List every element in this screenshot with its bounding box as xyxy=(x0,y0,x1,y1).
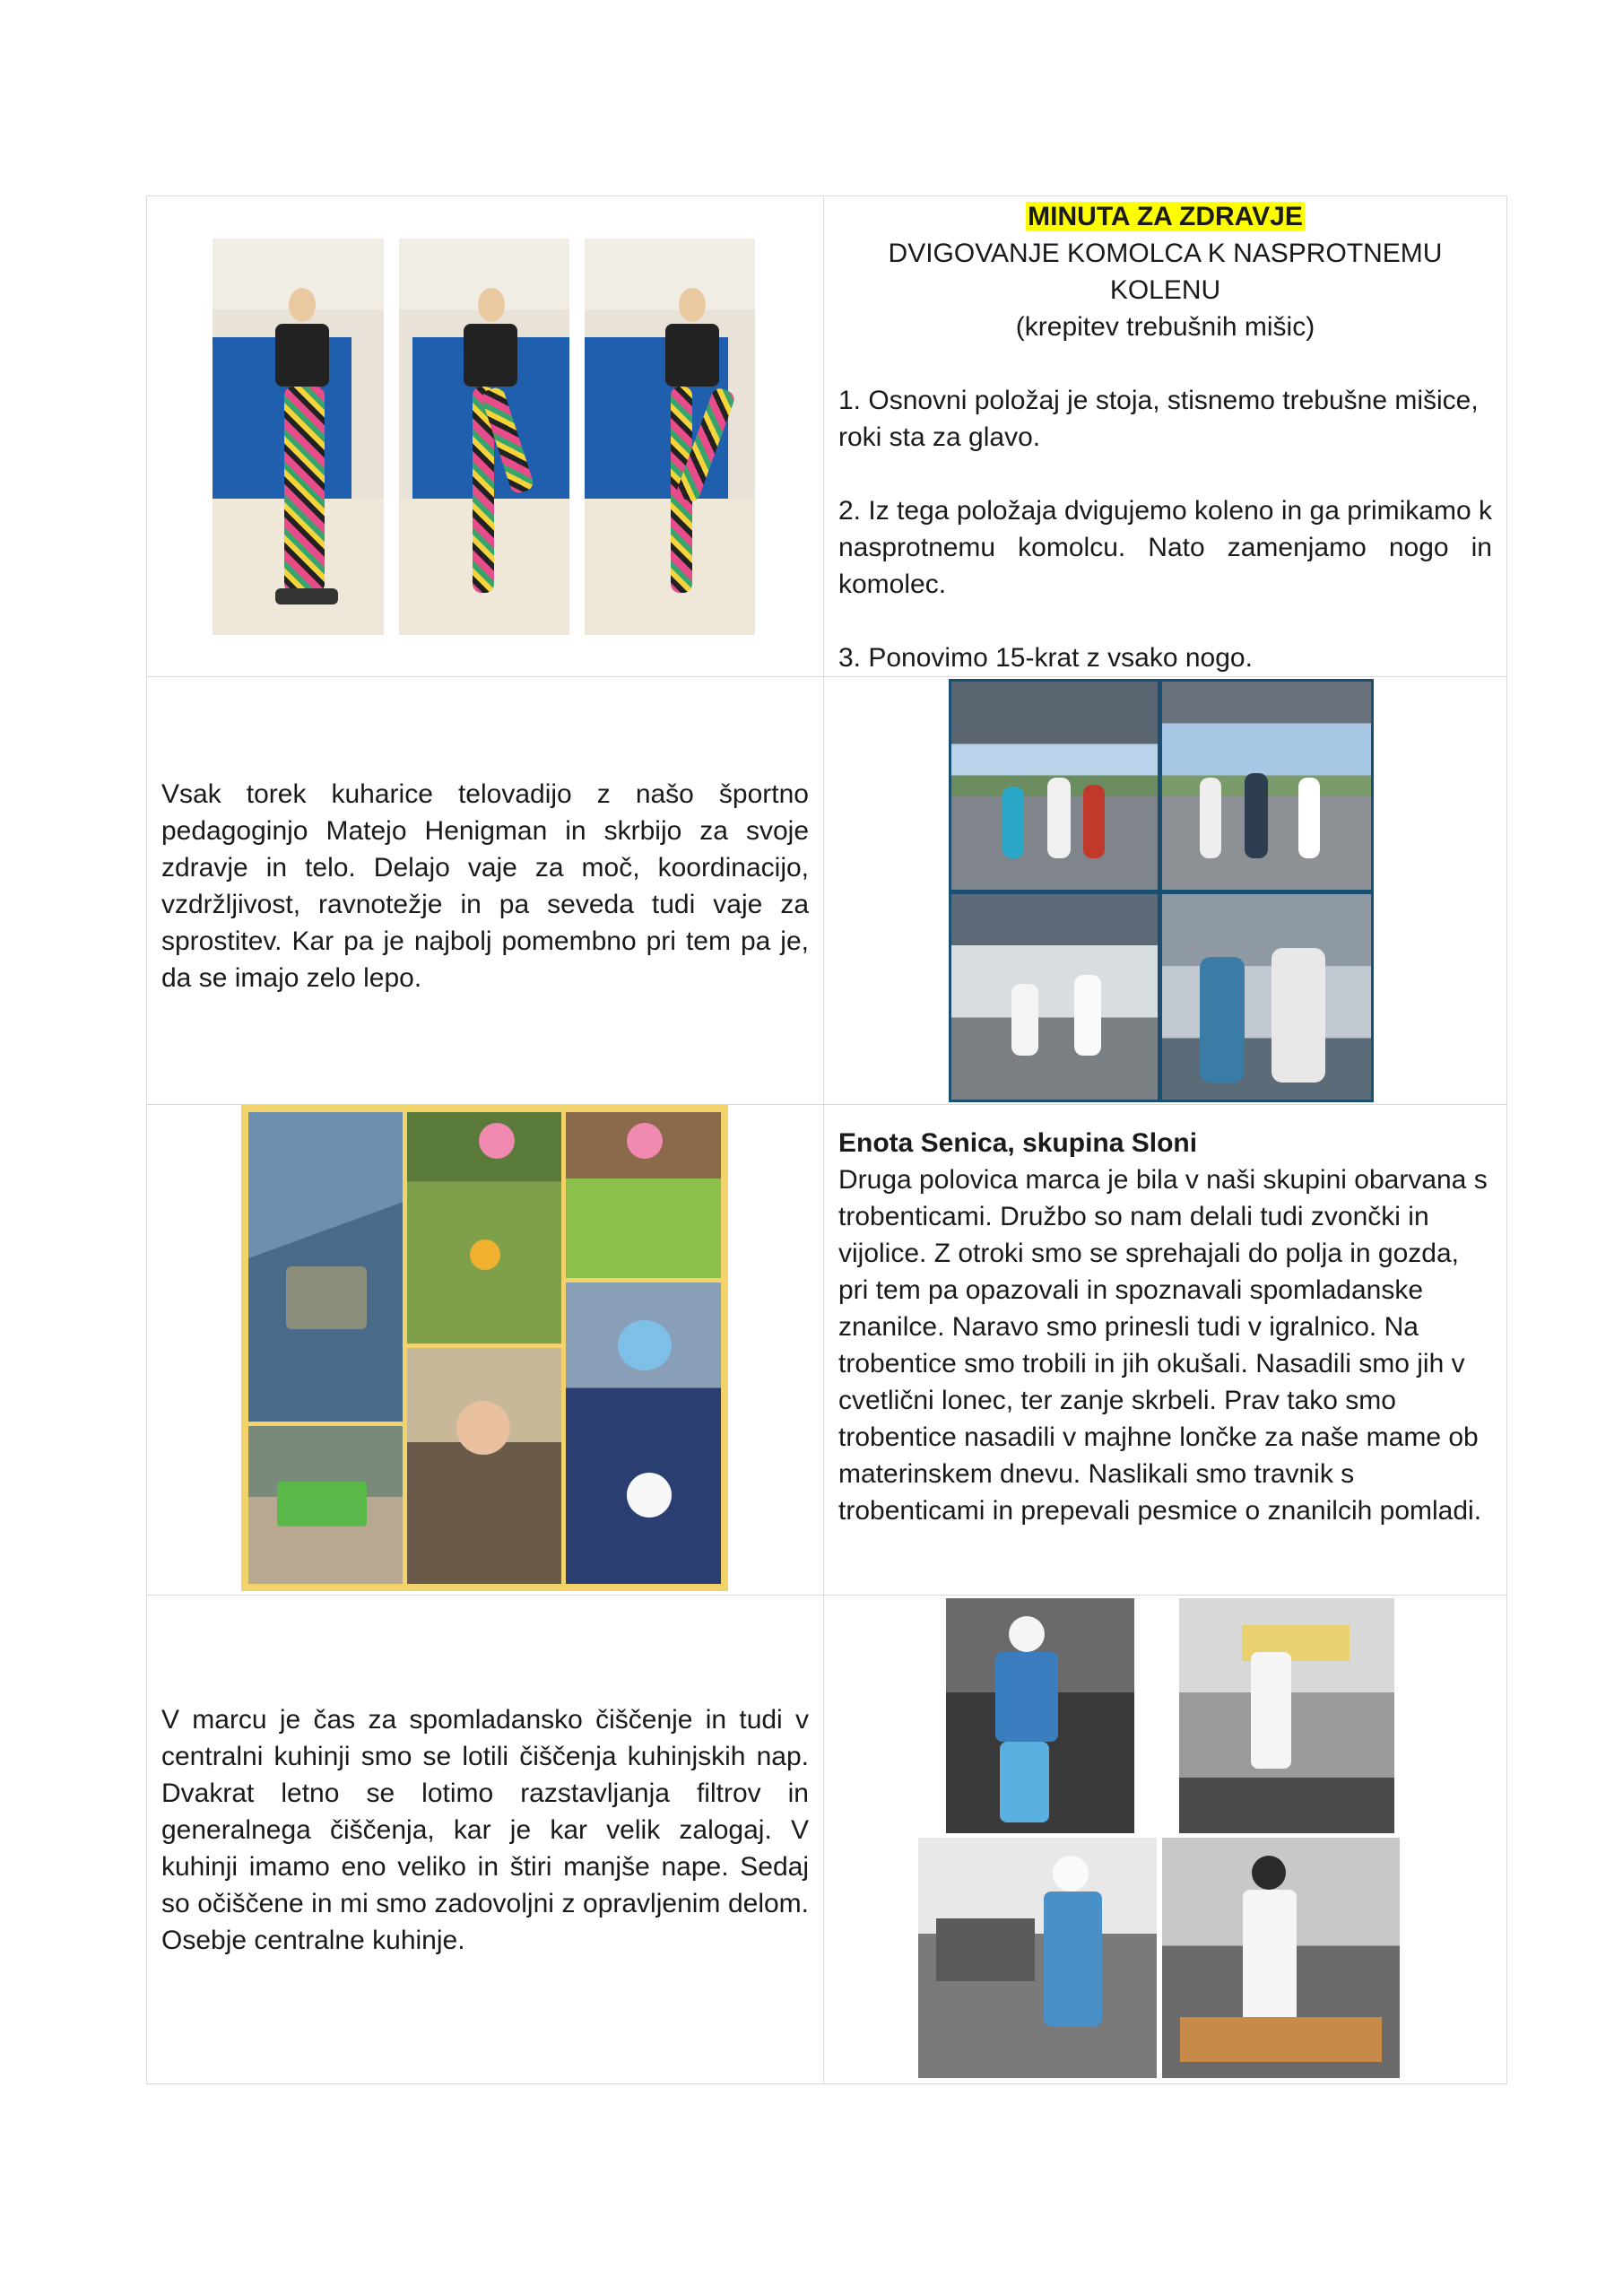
senica-photo-cell xyxy=(147,1105,824,1596)
cooks-photo-cell xyxy=(824,677,1507,1105)
cleaning-photo-1 xyxy=(946,1598,1134,1833)
cleaning-text-cell xyxy=(147,1596,824,2084)
cooks-collage xyxy=(949,679,1374,1102)
row-exercise xyxy=(147,196,1507,677)
exercise-photo-2 xyxy=(399,239,569,635)
senica-photo-5 xyxy=(407,1348,561,1584)
exercise-step-3: 3. Ponovimo 15-krat z vsako nogo. xyxy=(838,643,1253,673)
row-cleaning xyxy=(147,1596,1507,2084)
exercise-text-cell xyxy=(824,196,1507,677)
cleaning-text: V marcu je čas za spomladansko čiščenje in tudi v centralni kuhinji smo se lotili čiščenja kuhinjskih nap. Dvakrat letno se lotimo razstavljanja filtrov in generalnega čiščenja, kar je kar velik zalogaj. V kuhinji imamo eno veliko in štiri manjše nape. Sedaj so očiščene in mi smo zadovoljni z opravljenim delom. Osebje centralne kuhinje. xyxy=(161,1705,809,1955)
content-table xyxy=(146,196,1507,2084)
exercise-note: (krepitev trebušnih mišic) xyxy=(1015,312,1315,342)
exercise-photo-3 xyxy=(585,239,755,635)
senica-text-cell xyxy=(824,1105,1507,1596)
cooks-text-cell xyxy=(147,677,824,1105)
cleaning-photo-4 xyxy=(1162,1838,1400,2078)
senica-heading: Enota Senica, skupina Sloni xyxy=(838,1128,1198,1158)
exercise-step-1: 1. Osnovni položaj je stoja, stisnemo trebušne mišice, roki sta za glavo. xyxy=(838,386,1479,452)
cooks-text: Vsak torek kuharice telovadijo z našo športno pedagoginjo Matejo Henigman in skrbijo za svoje zdravje in telo. Delajo vaje za moč, koordinacijo, vzdržljivost, ravnotežje in pa seveda tudi vaje za sprostitev. Kar pa je najbolj pomembno pri tem pa je, da se imajo zelo lepo. xyxy=(161,779,809,993)
exercise-photo-1 xyxy=(213,239,384,635)
exercise-photos-cell xyxy=(147,196,824,677)
senica-collage xyxy=(241,1105,728,1591)
cooks-photo-4 xyxy=(1162,894,1371,1100)
cooks-photo-3 xyxy=(951,894,1158,1100)
row-cooks xyxy=(147,677,1507,1105)
exercise-subtitle: DVIGOVANJE KOMOLCA K NASPROTNEMU KOLENU xyxy=(888,239,1443,305)
cleaning-photo-cell xyxy=(824,1596,1507,2084)
senica-text: Druga polovica marca je bila v naši skupini obarvana s trobenticami. Družbo so nam delali tudi zvončki in vijolice. Z otroki smo se sprehajali do polja in gozda, pri tem pa opazovali in spoznavali spomladanske znanilce. Naravo smo prinesli tudi v igralnico. Na trobentice smo trobili in jih okušali. Nasadili smo jih v cvetlični lonec, ter zanje skrbeli. Prav tako smo trobentice nasadili v majhne lončke za naše mame ob materinskem dnevu. Naslikali smo travnik s trobenticami in prepevali pesmice o znanilcih pomladi. xyxy=(838,1165,1488,1526)
exercise-title: MINUTA ZA ZDRAVJE xyxy=(1028,202,1303,231)
exercise-step-2: 2. Iz tega položaja dvigujemo koleno in ga primikamo k nasprotnemu komolcu. Nato zamenjamo nogo in komolec. xyxy=(838,496,1492,599)
cleaning-photo-3 xyxy=(918,1838,1157,2078)
cleaning-photo-2 xyxy=(1179,1598,1394,1833)
row-senica xyxy=(147,1105,1507,1596)
